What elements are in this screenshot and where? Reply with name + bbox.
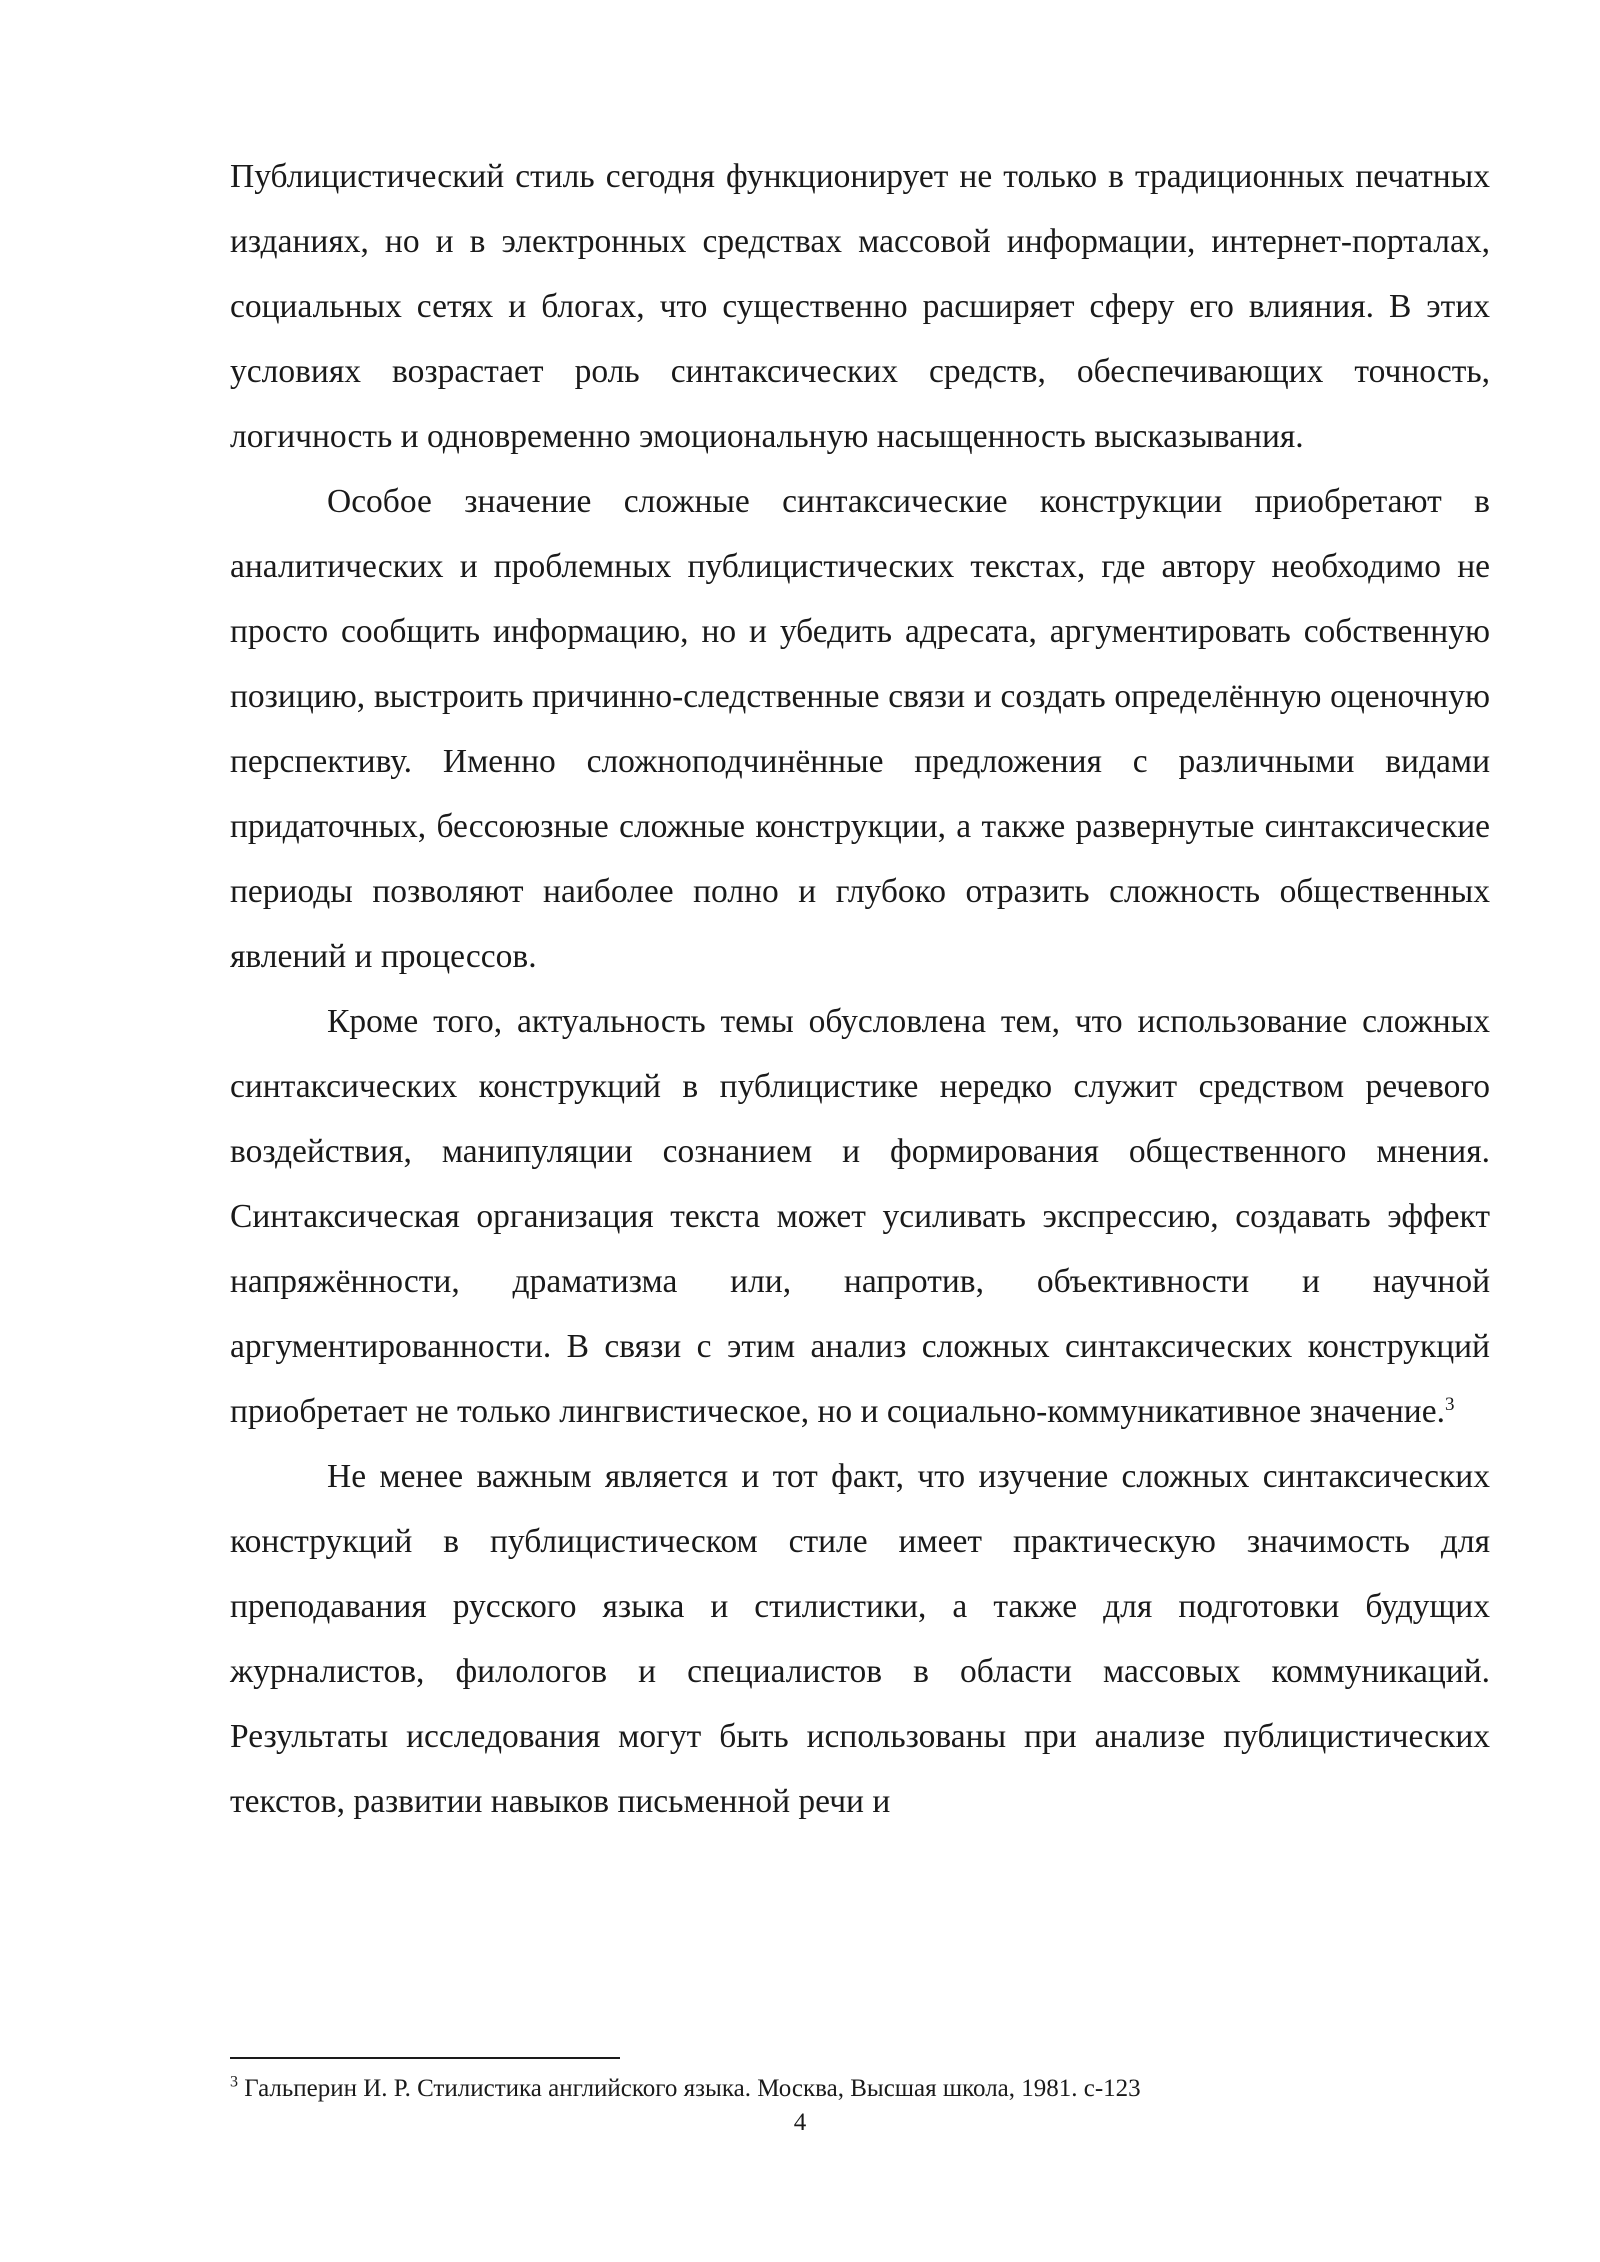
paragraph-2 <box>230 469 1490 989</box>
paragraph-3-text: Кроме того, актуальность темы обусловлена тем, что использование сложных синтаксических конструкций в публицистике нередко служит средством речевого воздействия, манипуляции сознанием и формирования общественного мнения. Синтаксическая организация текста может усиливать экспрессию, создавать эффект напряжённости, драматизма или, напротив, объективности и научной аргументированности. В связи с этим анализ сложных синтаксических конструкций приобретает не только лингвистическое, но и социально-коммуникативное значение. <box>230 1003 1490 1430</box>
page-number: 4 <box>793 2109 807 2136</box>
paragraph-1 <box>230 144 1490 469</box>
paragraph-3 <box>230 989 1490 1444</box>
paragraph-1-text: Публицистический стиль сегодня функционирует не только в традиционных печатных изданиях, но и в электронных средствах массовой информации, интернет-порталах, социальных сетях и блогах, что существенно расширяет сферу его влияния. В этих условиях возрастает роль синтаксических средств, обеспечивающих точность, логичность и одновременно эмоциональную насыщенность высказывания. <box>230 158 1490 455</box>
paragraph-4-text: Не менее важным является и тот факт, что изучение сложных синтаксических конструкций в публицистическом стиле имеет практическую значимость для преподавания русского языка и стилистики, а также для подготовки будущих журналистов, филологов и специалистов в области массовых коммуникаций. Результаты исследования могут быть использованы при анализе публицистических текстов, развитии навыков письменной речи и <box>230 1458 1490 1820</box>
paragraph-4 <box>230 1444 1490 1834</box>
footnote-separator <box>230 2057 620 2059</box>
paragraph-2-text: Особое значение сложные синтаксические конструкции приобретают в аналитических и проблемных публицистических текстах, где автору необходимо не просто сообщить информацию, но и убедить адресата, аргументировать собственную позицию, выстроить причинно-следственные связи и создать определённую оценочную перспективу. Именно сложноподчинённые предложения с различными видами придаточных, бессоюзные сложные конструкции, а также развернутые синтаксические периоды позволяют наиболее полно и глубоко отразить сложность общественных явлений и процессов. <box>230 483 1490 975</box>
main-text <box>230 144 1490 1834</box>
footnote-reference: 3 <box>1444 1393 1455 1415</box>
footnote <box>230 2074 1141 2104</box>
footnote-text: Гальперин И. Р. Стилистика английского языка. Москва, Высшая школа, 1981. с-123 <box>244 2075 1141 2102</box>
footnote-number: 3 <box>230 2073 238 2091</box>
